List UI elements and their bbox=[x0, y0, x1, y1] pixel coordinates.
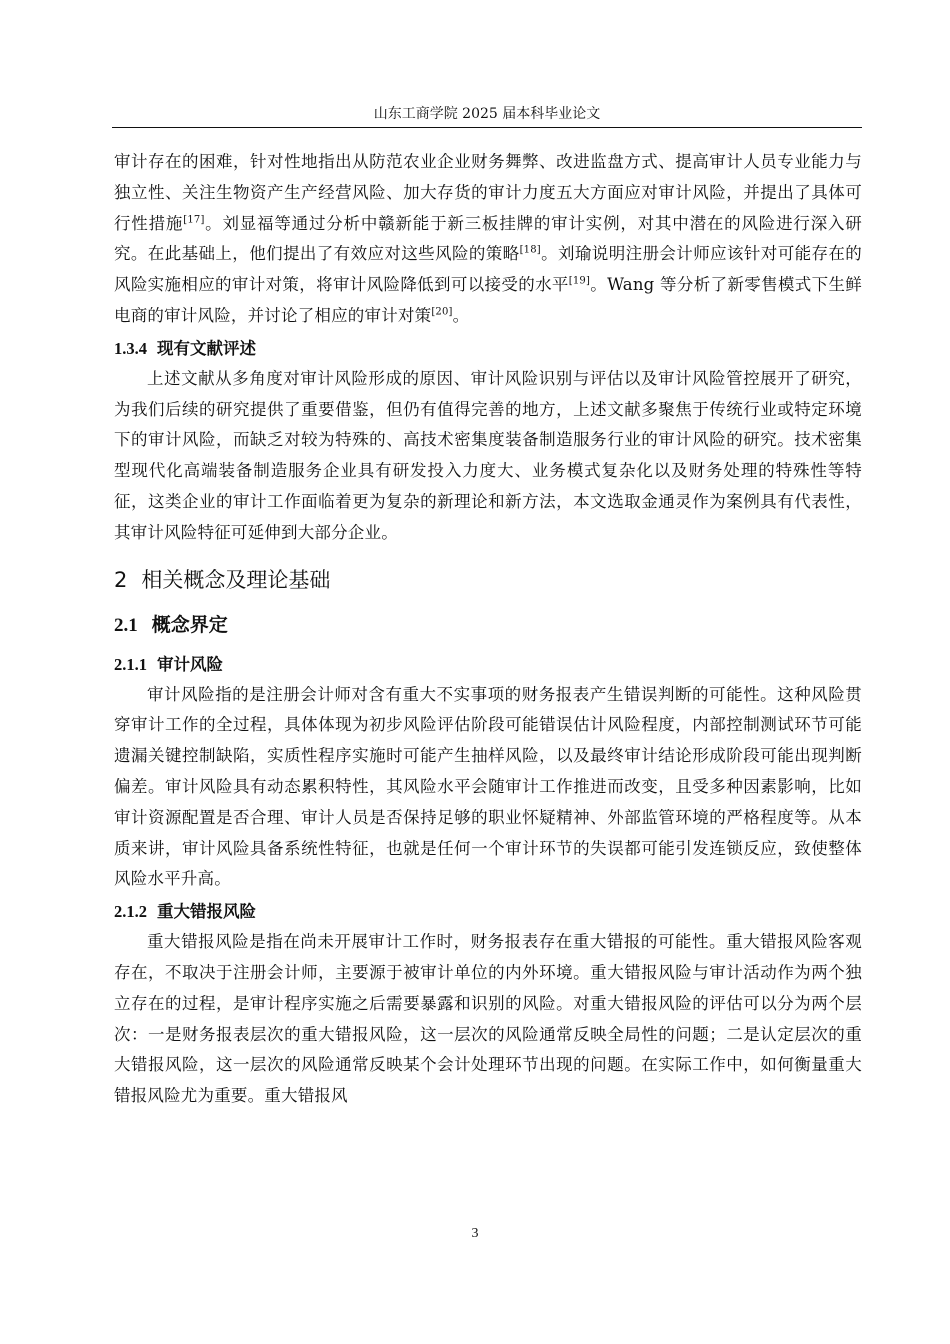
heading-title: 现有文献评述 bbox=[157, 338, 256, 358]
header-divider bbox=[112, 127, 862, 128]
heading-number: 2.1 bbox=[114, 614, 138, 636]
citation-18: [18] bbox=[519, 244, 541, 256]
paragraph-text: 审计存在的困难，针对性地指出从防范农业企业财务舞弊、改进监盘方式、提高审计人员专业能力与独立性、关注生物资产生产经营风险、加大存货的审计力度五大方面应对审计风险，并提出了具体可行性措施 bbox=[114, 152, 862, 233]
paragraph-text: 。刘显福等通过分析中赣新能于新三板挂牌的审计实例，对其中潜在的风险进行深入研究。在此基础上，他们提出了有效应对这些风险的策略 bbox=[114, 213, 862, 264]
paragraph-material-misstatement-risk: 重大错报风险是指在尚未开展审计工作时，财务报表存在重大错报的可能性。重大错报风险客观存在，不取决于注册会计师，主要源于被审计单位的内外环境。重大错报风险与审计活动作为两个独立存在的过程，是审计程序实施之后需要暴露和识别的风险。对重大错报风险的评估可以分为两个层次：一是财务报表层次的重大错报风险，这一层次的风险通常反映全局性的问题；二是认定层次的重大错报风险，这一层次的风险通常反映某个会计处理环节出现的问题。在实际工作中，如何衡量重大错报风险尤为重要。重大错报风 bbox=[114, 932, 862, 1106]
running-header: 山东工商学院 2025 届本科毕业论文 bbox=[373, 106, 601, 122]
citation-17: [17] bbox=[183, 214, 205, 226]
heading-1-3-4 bbox=[114, 334, 862, 364]
heading-title: 重大错报风险 bbox=[157, 902, 256, 922]
page-number: 3 bbox=[471, 1226, 479, 1241]
heading-number: 2.1.2 bbox=[114, 902, 147, 922]
citation-20: [20] bbox=[431, 306, 453, 318]
paragraph-text: 。Wang 等分析了新零售模式下生鲜电商的审计风险，并讨论了相应的审计对策 bbox=[114, 275, 862, 325]
citation-19: [19] bbox=[568, 275, 591, 287]
heading-title: 概念界定 bbox=[151, 613, 228, 636]
page-body bbox=[114, 147, 862, 1112]
heading-2-1 bbox=[114, 603, 862, 648]
heading-number: 2.1.1 bbox=[114, 654, 147, 674]
heading-2-1-1 bbox=[114, 650, 862, 680]
chapter-number: 2 bbox=[114, 567, 128, 592]
chapter-title: 相关概念及理论基础 bbox=[141, 567, 331, 592]
paragraph-literature-review: 上述文献从多角度对审计风险形成的原因、审计风险识别与评估以及审计风险管控展开了研究，为我们后续的研究提供了重要借鉴，但仍有值得完善的地方，上述文献多聚焦于传统行业或特定环境下的审计风险，而缺乏对较为特殊的、高技术密集度装备制造服务行业的审计风险的研究。技术密集型现代化高端装备制造服务企业具有研发投入力度大、业务模式复杂化以及财务处理的特殊性等特征，这类企业的审计工作面临着更为复杂的新理论和新方法，本文选取金通灵作为案例具有代表性，其审计风险特征可延伸到大部分企业。 bbox=[114, 368, 862, 542]
heading-title: 审计风险 bbox=[157, 654, 223, 674]
paragraph-text: 。刘瑜说明注册会计师应该针对可能存在的风险实施相应的审计对策，将审计风险降低到可以接受的水平 bbox=[114, 244, 862, 295]
heading-2-1-2 bbox=[114, 897, 862, 927]
paragraph-audit-risk: 审计风险指的是注册会计师对含有重大不实事项的财务报表产生错误判断的可能性。这种风险贯穿审计工作的全过程，具体体现为初步风险评估阶段可能错误估计风险程度，内部控制测试环节可能遗漏关键控制缺陷，实质性程序实施时可能产生抽样风险，以及最终审计结论形成阶段可能出现判断偏差。审计风险具有动态累积特性，其风险水平会随审计工作推进而改变，且受多种因素影响，比如审计资源配置是否合理、审计人员是否保持足够的职业怀疑精神、外部监管环境的严格程度等。从本质来讲，审计风险具备系统性特征，也就是任何一个审计环节的失误都可能引发连锁反应，致使整体风险水平升高。 bbox=[114, 684, 862, 889]
chapter-2-heading bbox=[114, 557, 862, 603]
paragraph-text: 。 bbox=[452, 305, 470, 325]
heading-number: 1.3.4 bbox=[114, 338, 147, 358]
paragraph-literature-continued bbox=[114, 147, 862, 332]
